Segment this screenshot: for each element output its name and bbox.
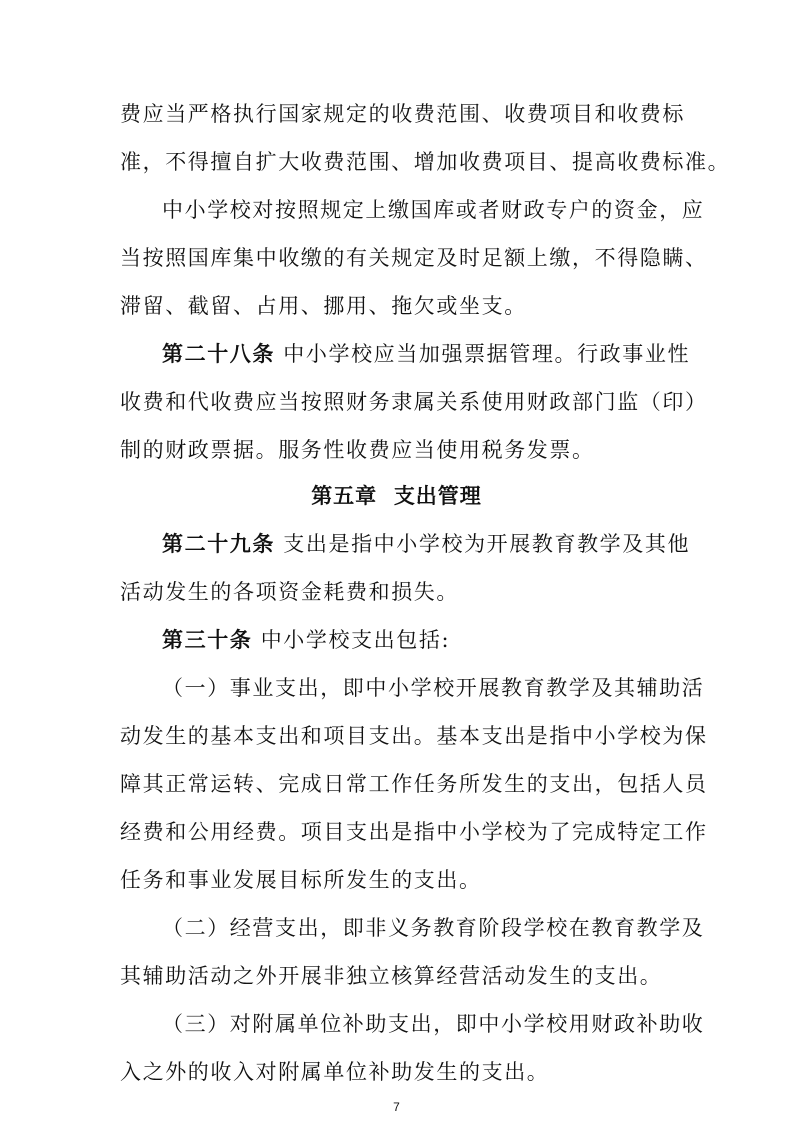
paragraph-line: 滞留、截留、占用、挪用、拖欠或坐支。 [120,294,527,318]
article-29-label: 第二十九条 [162,532,275,556]
chapter-heading [0,482,793,510]
chapter-number: 第五章 [311,484,378,508]
paragraph-line: 当按照国库集中收缴的有关规定及时足额上缴，不得隐瞒、 [120,246,708,270]
item-1-line: （一）事业支出，即中小学校开展教育教学及其辅助活 [162,676,705,700]
paragraph-line: 经费和公用经费。项目支出是指中小学校为了完成特定工作 [120,820,708,844]
article-28-text: 中小学校应当加强票据管理。行政事业性 [283,342,691,366]
article-28-line [162,340,691,368]
paragraph-line: 费应当严格执行国家规定的收费范围、收费项目和收费标 [120,102,685,126]
article-30-line [162,626,680,654]
paragraph-line: 入之外的收入对附属单位补助发生的支出。 [120,1060,550,1084]
article-29-line [162,530,691,558]
paragraph-line: 其辅助活动之外开展非独立核算经营活动发生的支出。 [120,964,663,988]
paragraph-line: 收费和代收费应当按照财务隶属关系使用财政部门监（印） [120,390,708,414]
article-30-label: 第三十条 [162,628,253,652]
paragraph-line: 任务和事业发展目标所发生的支出。 [120,868,482,892]
chapter-title: 支出管理 [393,484,482,508]
paragraph-line: 准，不得擅自扩大收费范围、增加收费项目、提高收费标准。 [120,150,731,174]
paragraph-line: 动发生的基本支出和项目支出。基本支出是指中小学校为保 [120,724,708,748]
paragraph-line: 制的财政票据。服务性收费应当使用税务发票。 [120,438,595,462]
page-number: 7 [393,1100,400,1114]
paragraph-line: 活动发生的各项资金耗费和损失。 [120,580,459,604]
item-3-line: （三）对附属单位补助支出，即中小学校用财政补助收 [162,1012,705,1036]
article-29-text: 支出是指中小学校为开展教育教学及其他 [283,532,691,556]
paragraph-line: 障其正常运转、完成日常工作任务所发生的支出，包括人员 [120,772,708,796]
paragraph-line: 中小学校对按照规定上缴国库或者财政专户的资金，应 [162,198,705,222]
article-30-text: 中小学校支出包括: [260,628,451,652]
item-2-line: （二）经营支出，即非义务教育阶段学校在教育教学及 [162,916,705,940]
article-28-label: 第二十八条 [162,342,275,366]
